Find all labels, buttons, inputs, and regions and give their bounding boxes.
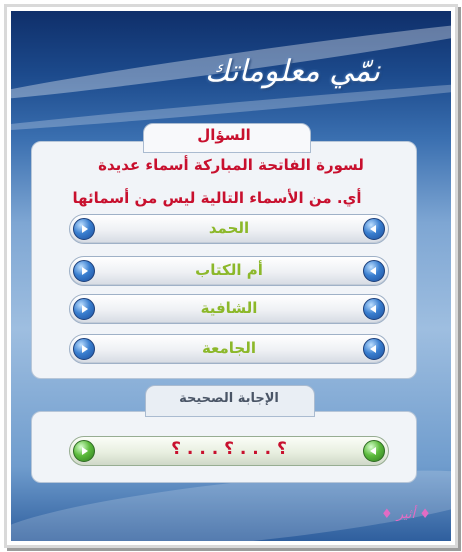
option-2-button[interactable] [69, 256, 389, 286]
option-4-label: الجامعة [201, 339, 257, 357]
option-1-label: الحمد [208, 219, 250, 237]
signature: ♦ أثير ♦ [381, 507, 431, 522]
arrow-left-icon [363, 440, 385, 462]
arrow-right-icon [73, 440, 95, 462]
arrow-left-icon [363, 218, 385, 240]
arrow-left-icon [363, 260, 385, 282]
question-line-2: أي. من الأسماء التالية ليس من أسمائها [72, 189, 362, 207]
arrow-left-icon [363, 338, 385, 360]
question-title: السؤال [197, 126, 251, 144]
option-4-button[interactable] [69, 334, 389, 364]
answer-placeholder: ؟ . . . ؟ . . . ؟ [171, 439, 287, 459]
answer-title: الإجابة الصحيحة [179, 391, 279, 406]
option-3-label: الشافية [200, 299, 258, 317]
app-logo: نمّي معلوماتك [204, 54, 380, 89]
option-2-label: أم الكتاب [195, 261, 263, 279]
question-line-1: لسورة الفاتحة المباركة أسماء عديدة [98, 156, 364, 174]
arrow-left-icon [363, 298, 385, 320]
option-1-button[interactable] [69, 214, 389, 244]
option-3-button[interactable] [69, 294, 389, 324]
answer-reveal-button[interactable] [69, 436, 389, 466]
